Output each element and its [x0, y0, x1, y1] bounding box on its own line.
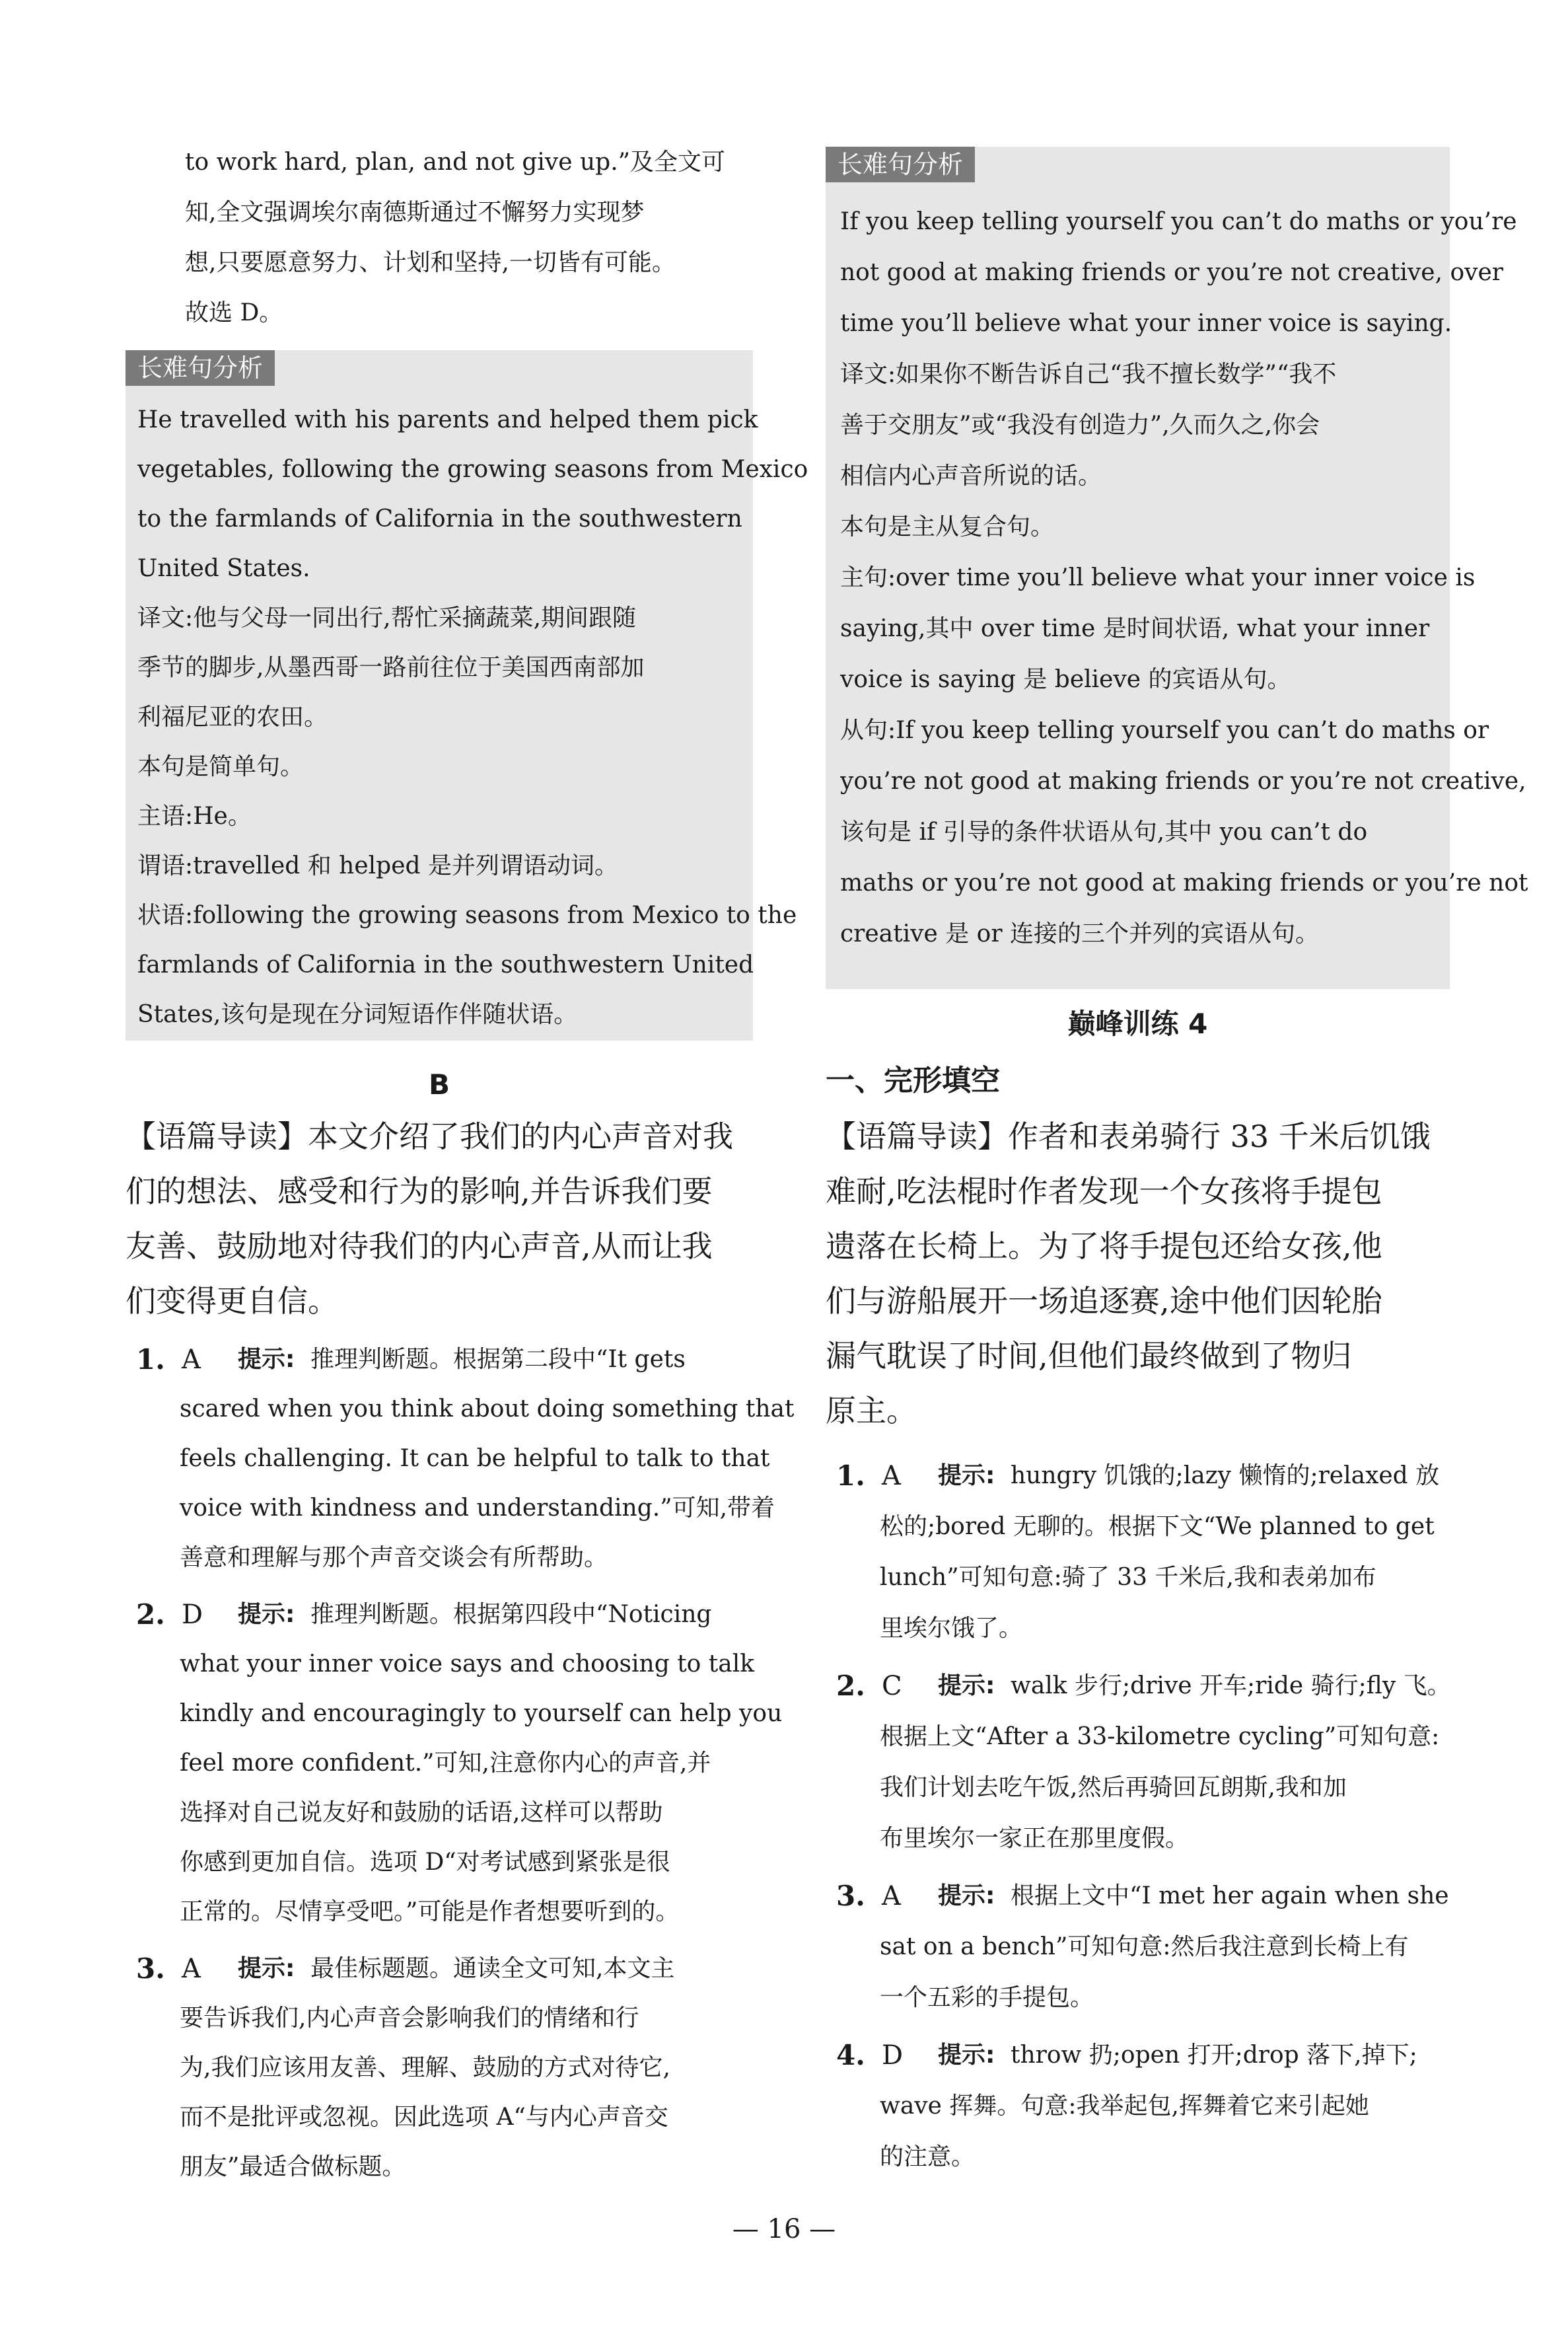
- intro-line: 故选 D。: [185, 299, 283, 326]
- answer-line: sat on a bench”可知句意:然后我注意到长椅上有: [880, 1933, 1409, 1960]
- guide-line: 们与游船展开一场追逐赛,途中他们因轮胎: [826, 1283, 1382, 1319]
- box-line: He travelled with his parents and helped them pick: [137, 406, 758, 433]
- box-line: 主语:He。: [137, 803, 252, 830]
- answer-line: wave 挥舞。句意:我举起包,挥舞着它来引起她: [880, 2092, 1369, 2120]
- part-title: 一、完形填空: [826, 1064, 1000, 1097]
- answer-option: A: [882, 1461, 901, 1491]
- answer-number: 2.: [136, 1598, 165, 1631]
- hint-label: 提示:: [238, 1601, 295, 1628]
- guide-line: 【语篇导读】作者和表弟骑行 33 千米后饥饿: [826, 1119, 1431, 1154]
- box-line: 该句是 if 引导的条件状语从句,其中 you can’t do: [840, 819, 1368, 846]
- page-number: — 16 —: [732, 2214, 836, 2244]
- hint-label: 提示:: [238, 1955, 295, 1982]
- box-line: creative 是 or 连接的三个并列的宾语从句。: [840, 920, 1319, 947]
- guide-line: 遗落在长椅上。为了将手提包还给女孩,他: [826, 1228, 1382, 1264]
- answer-number: 1.: [136, 1343, 165, 1376]
- box-title: 长难句分析: [125, 350, 275, 386]
- answer-line: 的注意。: [880, 2143, 976, 2170]
- answer-line: 推理判断题。根据第二段中“It gets: [310, 1346, 686, 1373]
- answer-line: feel more confident.”可知,注意你内心的声音,并: [180, 1750, 711, 1777]
- answer-line: lunch”可知句意:骑了 33 千米后,我和表弟加布: [880, 1564, 1376, 1591]
- answer-line: 为,我们应该用友善、理解、鼓励的方式对待它,: [180, 2054, 670, 2081]
- answer-line: hungry 饥饿的;lazy 懒惰的;relaxed 放: [1011, 1462, 1440, 1489]
- answer-option: D: [182, 1600, 203, 1630]
- box-title: 长难句分析: [826, 147, 975, 182]
- training-title: 巅峰训练 4: [1067, 1008, 1208, 1040]
- guide-line: 漏气耽误了时间,但他们最终做到了物归: [826, 1338, 1352, 1374]
- box-line: time you’ll believe what your inner voice is saying.: [840, 310, 1452, 337]
- answer-line: 选择对自己说友好和鼓励的话语,这样可以帮助: [180, 1799, 663, 1826]
- box-line: United States.: [137, 555, 310, 582]
- answer-line: scared when you think about doing something that: [180, 1395, 795, 1422]
- box-line: 从句:If you keep telling yourself you can’t do maths or: [840, 717, 1489, 744]
- box-line: 利福尼亚的农田。: [137, 704, 328, 731]
- answer-line: kindly and encouragingly to yourself can help you: [180, 1700, 783, 1727]
- hint-label: 提示:: [938, 2042, 995, 2069]
- guide-line: 友善、鼓励地对待我们的内心声音,从而让我: [125, 1228, 713, 1264]
- box-line: If you keep telling yourself you can’t do maths or you’re: [840, 208, 1517, 235]
- answer-number: 1.: [836, 1459, 865, 1492]
- box-line: 状语:following the growing seasons from Mexico to the: [137, 902, 797, 929]
- box-line: 译文:如果你不断告诉自己“我不擅长数学”“我不: [840, 361, 1337, 388]
- hint-label: 提示:: [938, 1882, 995, 1909]
- answer-line: what your inner voice says and choosing to talk: [180, 1650, 755, 1678]
- answer-line: 根据上文“After a 33-kilometre cycling”可知句意:: [880, 1723, 1440, 1750]
- box-line: 译文:他与父母一同出行,帮忙采摘蔬菜,期间跟随: [137, 605, 637, 632]
- guide-line: 们变得更自信。: [125, 1283, 338, 1319]
- hint-label: 提示:: [938, 1672, 995, 1699]
- answer-line: 布里埃尔一家正在那里度假。: [880, 1825, 1190, 1852]
- guide-line: 们的想法、感受和行为的影响,并告诉我们要: [125, 1173, 713, 1209]
- answer-line: 最佳标题题。通读全文可知,本文主: [310, 1955, 675, 1982]
- answer-line: 一个五彩的手提包。: [880, 1984, 1094, 2011]
- intro-line: to work hard, plan, and not give up.”及全文可: [185, 149, 726, 176]
- answer-line: 善意和理解与那个声音交谈会有所帮助。: [180, 1544, 608, 1571]
- box-line: voice is saying 是 believe 的宾语从句。: [840, 666, 1291, 693]
- answer-line: throw 扔;open 打开;drop 落下,掉下;: [1011, 2042, 1417, 2069]
- answer-number: 3.: [136, 1952, 165, 1985]
- answer-number: 3.: [836, 1880, 865, 1912]
- section-heading: B: [428, 1068, 450, 1101]
- answer-line: 松的;bored 无聊的。根据下文“We planned to get: [880, 1513, 1435, 1540]
- answer-option: C: [882, 1671, 902, 1701]
- box-line: States,该句是现在分词短语作伴随状语。: [137, 1001, 578, 1028]
- answer-option: D: [882, 2040, 904, 2071]
- box-line: 本句是主从复合句。: [840, 513, 1055, 540]
- answer-line: 根据上文中“I met her again when she: [1011, 1882, 1449, 1909]
- answer-line: 而不是批评或忽视。因此选项 A“与内心声音交: [180, 2104, 668, 2131]
- box-line: 主句:over time you’ll believe what your inner voice is: [840, 564, 1476, 591]
- answer-line: 推理判断题。根据第四段中“Noticing: [310, 1601, 712, 1628]
- box-line: 相信内心声音所说的话。: [840, 462, 1102, 490]
- box-line: to the farmlands of California in the southwestern: [137, 505, 742, 533]
- answer-line: 我们计划去吃午饭,然后再骑回瓦朗斯,我和加: [880, 1774, 1347, 1801]
- guide-line: 难耐,吃法棍时作者发现一个女孩将手提包: [826, 1173, 1382, 1209]
- intro-line: 知,全文强调埃尔南德斯通过不懈努力实现梦: [185, 199, 645, 226]
- answer-number: 2.: [836, 1670, 865, 1702]
- hint-label: 提示:: [238, 1346, 295, 1373]
- answer-line: walk 步行;drive 开车;ride 骑行;fly 飞。: [1011, 1672, 1451, 1699]
- box-line: 本句是简单句。: [137, 753, 304, 780]
- box-line: 季节的脚步,从墨西哥一路前往位于美国西南部加: [137, 654, 645, 681]
- box-line: 善于交朋友”或“我没有创造力”,久而久之,你会: [840, 412, 1320, 439]
- answer-line: 要告诉我们,内心声音会影响我们的情绪和行: [180, 2005, 639, 2032]
- answer-line: 里埃尔饿了。: [880, 1615, 1023, 1642]
- answer-line: feels challenging. It can be helpful to talk to that: [180, 1445, 770, 1472]
- answer-option: A: [182, 1954, 201, 1984]
- answer-line: voice with kindness and understanding.”可知,带着: [180, 1495, 775, 1522]
- answer-line: 正常的。尽情享受吧。”可能是作者想要听到的。: [180, 1898, 680, 1925]
- answer-line: 朋友”最适合做标题。: [180, 2153, 406, 2180]
- guide-line: 【语篇导读】本文介绍了我们的内心声音对我: [125, 1119, 733, 1154]
- box-line: you’re not good at making friends or you’re not creative,: [840, 768, 1526, 795]
- answer-number: 4.: [836, 2039, 865, 2071]
- box-line: maths or you’re not good at making friends or you’re not: [840, 869, 1528, 897]
- answer-option: A: [882, 1881, 901, 1911]
- box-line: 谓语:travelled 和 helped 是并列谓语动词。: [137, 852, 619, 879]
- box-line: not good at making friends or you’re not creative, over: [840, 259, 1503, 286]
- guide-line: 原主。: [826, 1393, 917, 1428]
- box-line: farmlands of California in the southwestern United: [137, 951, 754, 978]
- intro-line: 想,只要愿意努力、计划和坚持,一切皆有可能。: [185, 249, 676, 276]
- answer-line: 你感到更加自信。选项 D“对考试感到紧张是很: [180, 1849, 670, 1876]
- box-line: saying,其中 over time 是时间状语, what your inner: [840, 615, 1430, 642]
- answer-option: A: [182, 1345, 201, 1375]
- hint-label: 提示:: [938, 1462, 995, 1489]
- box-line: vegetables, following the growing seasons from Mexico: [137, 456, 808, 483]
